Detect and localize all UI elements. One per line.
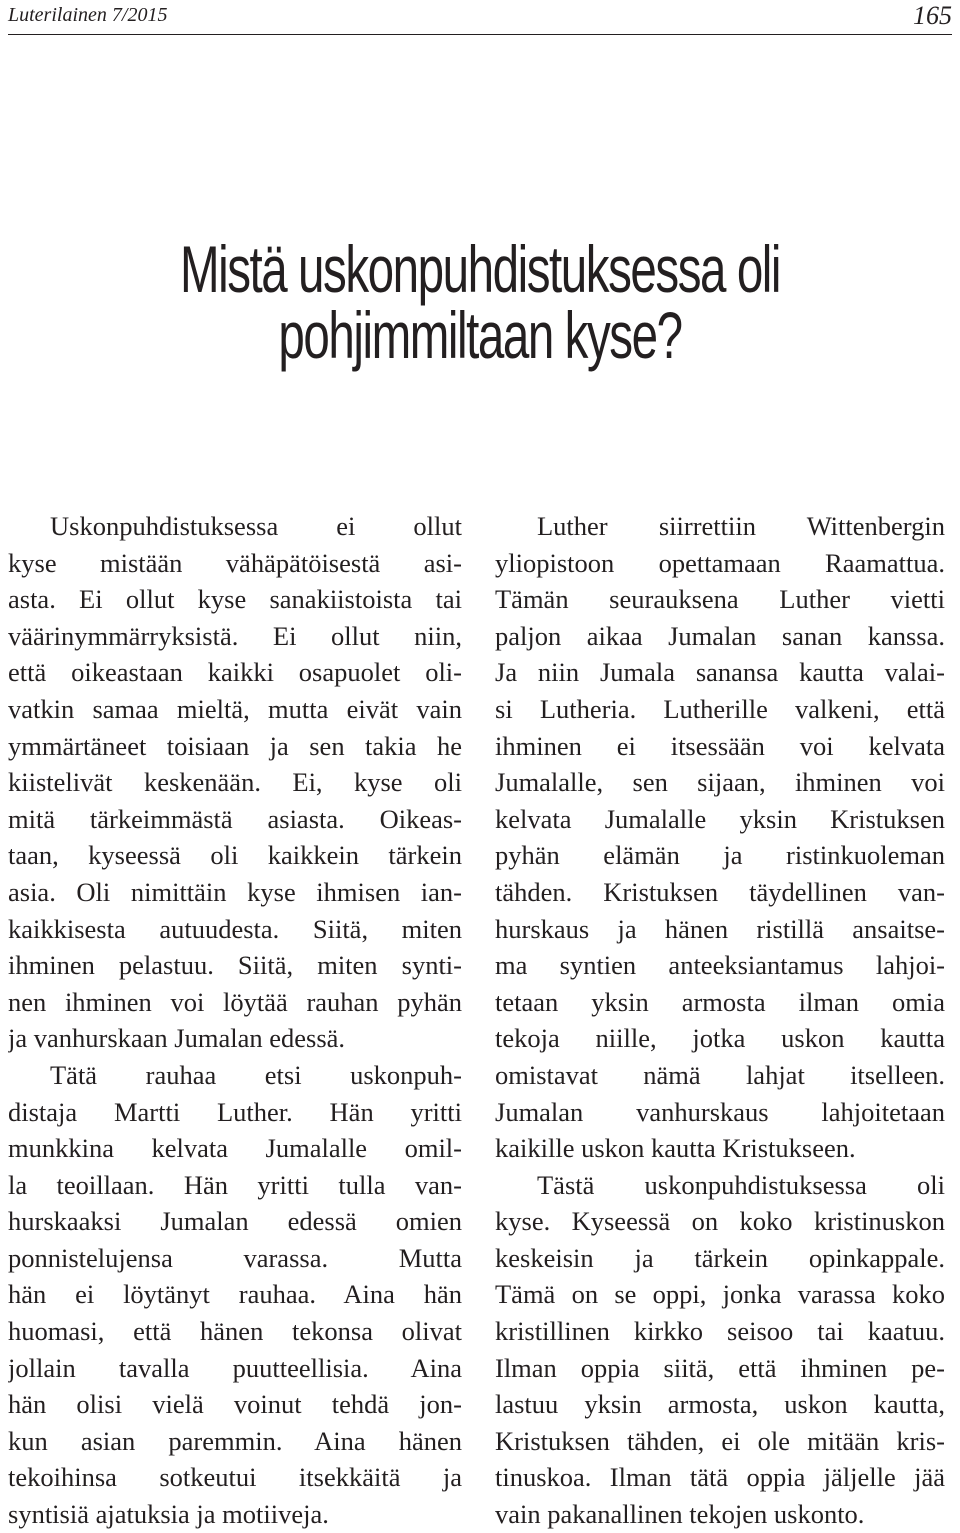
article-title bbox=[134, 232, 825, 372]
body-text-line: Ilman oppia siitä, että ihminen pe- bbox=[495, 1352, 945, 1383]
body-text-line: jollain tavalla puutteellisia. Aina bbox=[8, 1352, 462, 1383]
body-text-line: Jumalalle, sen sijaan, ihminen voi bbox=[495, 767, 945, 798]
body-text-line: ja vanhurskaan Jumalan edessä. bbox=[8, 1023, 346, 1054]
left-column bbox=[8, 508, 462, 1533]
body-text-line: syntisiä ajatuksia ja motiiveja. bbox=[8, 1499, 329, 1530]
body-text-line: Jumalan vanhurskaus lahjoitetaan bbox=[495, 1096, 945, 1127]
body-text-line: omistavat nämä lahjat itselleen. bbox=[495, 1059, 945, 1090]
body-text-line: Tämä on se oppi, jonka varassa koko bbox=[495, 1279, 945, 1310]
body-text-line: vatkin samaa mieltä, mutta eivät vain bbox=[8, 693, 462, 724]
body-text-line: tetaan yksin armosta ilman omia bbox=[495, 986, 945, 1017]
body-text-line: Uskonpuhdistuksessa ei ollut bbox=[50, 511, 462, 541]
body-text-line: la teoillaan. Hän yritti tulla van- bbox=[8, 1169, 462, 1200]
body-text-line: lastuu yksin armosta, uskon kautta, bbox=[495, 1389, 945, 1420]
body-text-line: kaikkisesta autuudesta. Siitä, miten bbox=[8, 913, 462, 944]
body-text-line: kyse. Kyseessä on koko kristinuskon bbox=[495, 1206, 945, 1237]
body-text-line: si Lutheria. Lutherille valkeni, että bbox=[495, 693, 945, 724]
body-text-line: tekoja niille, jotka uskon kautta bbox=[495, 1023, 945, 1054]
body-text-line: ymmärtäneet toisiaan ja sen takia he bbox=[8, 730, 462, 761]
body-text-line: vain pakanallinen tekojen uskonto. bbox=[495, 1499, 865, 1530]
body-text-line: hurskaaksi Jumalan edessä omien bbox=[8, 1206, 462, 1237]
running-header bbox=[8, 0, 952, 35]
body-text-line: Tätä rauhaa etsi uskonpuh- bbox=[50, 1059, 462, 1090]
body-text-line: nen ihminen voi löytää rauhan pyhän bbox=[8, 986, 462, 1017]
body-text-line: kyse mistään vähäpätöisestä asi- bbox=[8, 547, 462, 578]
body-text-line: distaja Martti Luther. Hän yritti bbox=[8, 1096, 462, 1127]
body-text-line: hän olisi vielä voinut tehdä jon- bbox=[8, 1389, 462, 1420]
body-text-line: kaikille uskon kautta Kristukseen. bbox=[495, 1133, 856, 1164]
body-text-line: munkkina kelvata Jumalalle omil- bbox=[8, 1133, 462, 1164]
page-number: 165 bbox=[913, 1, 952, 30]
body-text-line: tekoihinsa sotkeutui itsekkäitä ja bbox=[8, 1462, 462, 1493]
body-text-line: mitä tärkeimmästä asiasta. Oikeas- bbox=[8, 803, 462, 834]
body-text-line: Tämän seurauksena Luther vietti bbox=[495, 584, 945, 615]
publication-name: Luterilainen 7/2015 bbox=[8, 4, 168, 26]
body-text-line: ihminen pelastuu. Siitä, miten synti- bbox=[8, 950, 462, 981]
body-text-line: taan, kyseessä oli kaikkein tärkein bbox=[8, 840, 462, 871]
title-line-1: Mistä uskonpuhdistuksessa oli bbox=[179, 232, 781, 306]
body-text-line: Ja niin Jumala sanansa kautta valai- bbox=[495, 657, 945, 688]
body-text-line: hän ei löytänyt rauhaa. Aina hän bbox=[8, 1279, 462, 1310]
body-text-line: kiistelivät keskenään. Ei, kyse oli bbox=[8, 767, 462, 798]
body-text-line: huomasi, että hänen tekonsa olivat bbox=[8, 1316, 462, 1347]
body-text-line: Kristuksen tähden, ei ole mitään kris- bbox=[495, 1425, 945, 1456]
body-text-line: paljon aikaa Jumalan sanan kanssa. bbox=[495, 620, 945, 651]
body-text-line: että oikeastaan kaikki osapuolet oli- bbox=[8, 657, 462, 688]
body-text-line: tähden. Kristuksen täydellinen van- bbox=[495, 876, 945, 907]
body-text-line: yliopistoon opettamaan Raamattua. bbox=[495, 547, 945, 578]
body-text-line: kun asian paremmin. Aina hänen bbox=[8, 1425, 462, 1456]
body-text-line: asta. Ei ollut kyse sanakiistoista tai bbox=[8, 584, 462, 615]
body-text-line: hurskaus ja hänen ristillä ansaitse- bbox=[495, 913, 945, 944]
body-text-line: Luther siirrettiin Wittenbergin bbox=[537, 511, 945, 541]
body-text-line: kelvata Jumalalle yksin Kristuksen bbox=[495, 803, 945, 834]
body-text-line: keskeisin ja tärkein opinkappale. bbox=[495, 1242, 945, 1273]
title-line-2: pohjimmiltaan kyse? bbox=[278, 298, 682, 372]
body-text-line: väärinymmärryksistä. Ei ollut niin, bbox=[8, 620, 462, 651]
body-text-line: kristillinen kirkko seisoo tai kaatuu. bbox=[495, 1316, 945, 1347]
body-text-line: ma syntien anteeksiantamus lahjoi- bbox=[495, 950, 945, 981]
body-text-line: asia. Oli nimittäin kyse ihmisen ian- bbox=[8, 876, 462, 907]
right-column bbox=[495, 508, 945, 1533]
body-text-line: tinuskoa. Ilman tätä oppia jäljelle jää bbox=[495, 1462, 945, 1493]
body-text-line: ihminen ei itsessään voi kelvata bbox=[495, 730, 945, 761]
body-text-line: Tästä uskonpuhdistuksessa oli bbox=[537, 1169, 945, 1200]
body-text-line: ponnistelujensa varassa. Mutta bbox=[8, 1242, 462, 1273]
body-text-line: pyhän elämän ja ristinkuoleman bbox=[495, 840, 945, 871]
